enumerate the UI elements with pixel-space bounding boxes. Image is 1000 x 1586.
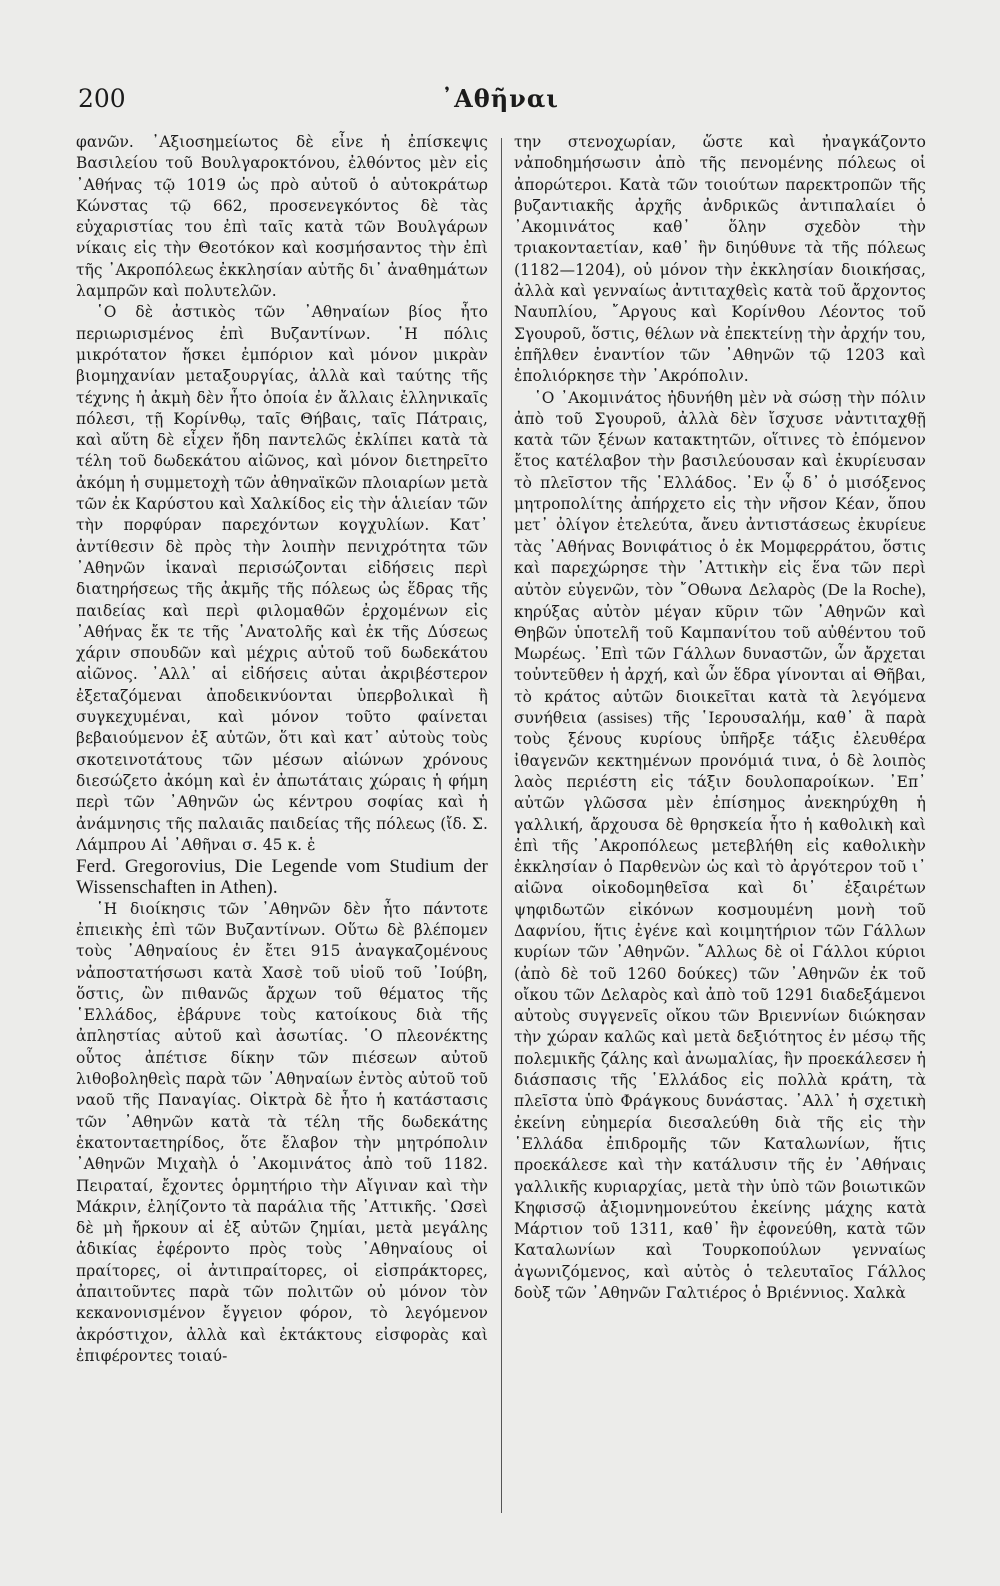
page-header [78,84,922,124]
left-column [76,132,488,1367]
column-divider [501,138,502,1513]
left-paragraph-1: φανῶν. ᾽Αξιοσημείωτος δὲ εἶνε ἡ ἐπίσκεψις Βασιλείου τοῦ Βουλγαροκτόνου, ἐλθόντος μὲν εἰς ᾽Αθήνας τῷ 1019 ὡς πρὸ αὐτοῦ ὁ αὐτοκράτωρ Κώνστας τῷ 662, προσενεγκόντος δὲ τὰς εὐχαριστίας του ἐπὶ ταῖς κατὰ τῶν Βουλγάρων νίκαις εἰς τὴν Θεοτόκον καὶ κοσμήσαντος τὴν ἐπὶ τῆς ᾽Ακροπόλεως ἐκκλησίαν αὐτῆς δι᾽ ἀναθημάτων λαμπρῶν καὶ πολυτελῶν. [76,133,488,301]
right-paragraph-2-start: ῾Ο ᾽Ακομινάτος ἠδυνήθη μὲν νὰ σώσῃ τὴν πόλιν ἀπὸ τοῦ Σγουροῦ, ἀλλὰ δὲν ἴσχυσε νἀντιταχθῇ κατὰ τῶν ξένων κατακτητῶν, οἵτινες τὸ ἐπόμενον ἔτος κατέλαβον τὴν βασιλεύουσαν καὶ ἐκυρίευσαν τὸ πλεῖστον τῆς ῾Ελλάδος. ᾽Εν ᾧ δ᾽ ὁ μισόξενος μητροπολίτης ἀπήρχετο εἰς τὴν νῆσον Κέαν, ὅπου μετ᾽ ὀλίγον ἐτελεύτα, ἄνευ ἀντιστάσεως ἐκυρίευε τὰς ᾽Αθήνας Βονιφάτιος ὁ ἐκ Μομφερράτου, ὅστις καὶ παρεχώρησε τὴν ᾽Αττικὴν εἰς ἕνα τῶν περὶ αὐτὸν εὐγενῶν, τὸν ῎Οθωνα Δελαρὸς [514,388,926,600]
left-paragraph-3: ῾Η διοίκησις τῶν ᾽Αθηνῶν δὲν ἦτο πάντοτε ἐπιεικὴς ἐπὶ τῶν Βυζαντίνων. Οὕτω δὲ βλέπομεν τοὺς ᾽Αθηναίους ἐν ἔτει 915 ἀναγκαζομένους νἀποστατήσωσι κατὰ Χασὲ τοῦ υἱοῦ τοῦ ᾽Ιούβη, ὅστις, ὢν πιθανῶς ἄρχων τοῦ θέματος τῆς ῾Ελλάδος, ἐβάρυνε τοὺς κατοίκους διὰ τῆς ἀπληστίας αὐτοῦ καὶ ἀσωτίας. ῾Ο πλεονέκτης οὗτος ἀπέτισε δίκην τῶν πιέσεων αὐτοῦ λιθοβοληθεὶς παρὰ τῶν ᾽Αθηναίων ἐντὸς αὐτοῦ τοῦ ναοῦ τῆς Παναγίας. Οἰκτρὰ δὲ ἦτο ἡ κατάστασις τῶν ᾽Αθηνῶν κατὰ τὰ τέλη τῆς δωδεκάτης ἑκατονταετηρίδος, ὅτε ἔλαβον τὴν μητρόπολιν ᾽Αθηνῶν Μιχαὴλ ὁ ᾽Ακομινάτος ἀπὸ τοῦ 1182. Πειραταί, ἔχοντες ὁρμητήριο τὴν Αἴγιναν καὶ τὴν Μάκριν, ἐληίζοντο τὰ παράλια τῆς ᾽Αττικῆς. ῾Ωσεὶ δὲ μὴ ἤρκουν αἱ ἐξ αὐτῶν ζημίαι, μετὰ μεγάλης ἀδικίας ἐφέροντο πρὸς τοὺς ᾽Αθηναίους οἱ πραίτορες, οἱ ἀντιπραίτορες, οἱ εἰσπράκτορες, ἀπαιτοῦντες παρὰ τῶν πολιτῶν οὐ μόνον τὸν κεκανονισμένον ἔγγειον φόρον, τὸ λεγόμενον ἀκρόστιχον, ἀλλὰ καὶ ἐκτάκτους εἰσφορὰς καὶ ἐπιφέροντες τοιαύ- [76,899,488,1365]
right-paragraph-1: την στενοχωρίαν, ὥστε καὶ ἠναγκάζοντο νἀποδημήσωσιν ἀπὸ τῆς πενομένης πόλεως οἱ ἀπορώτεροι. Κατὰ τῶν τοιούτων παρεκτροπῶν τῆς βυζαντιακῆς ἀρχῆς ἀνδρικῶς ἀντιπαλαίει ὁ ᾽Ακομινάτος καθ᾽ ὅλην σχεδὸν τὴν τριακονταετίαν, καθ᾽ ἣν διηύθυνε τὰ τῆς πόλεως (1182—1204), οὐ μόνον τὴν ἐκκλησίαν διοικήσας, ἀλλὰ καὶ γενναίως ἀντιταχθεὶς κατὰ τοῦ ἄρχοντος Ναυπλίου, ῎Αργους καὶ Κορίνθου Λέοντος τοῦ Σγουροῦ, ὅστις, θέλων νὰ ἐπεκτείνῃ τὴν ἀρχήν του, ἐπῆλθεν ἐναντίον τῶν ᾽Αθηνῶν τῷ 1203 καὶ ἐπολιόρκησε τὴν ᾽Ακρόπολιν. [514,133,926,386]
right-column [514,132,926,1304]
text-columns [76,132,926,1512]
right-paragraph-2-middle: κηρύξας αὐτὸν μέγαν κῦριν τῶν ᾽Αθηνῶν καὶ Θηβῶν ὑποτελῆ τοῦ Καμπανίτου τοῦ αὐθέντου τοῦ Μωρέως. ᾽Επὶ τῶν Γάλλων δυναστῶν, ὧν ἄρχεται τοὐντεῦθεν ἡ ἀρχή, καὶ ὧν ἕδρα γίνονται αἱ Θῆβαι, τὸ κράτος αὐτῶν διοικεῖται κατὰ τὰ λεγόμενα συνήθεια [514,602,926,728]
left-citation-latin: Ferd. Gregorovius, Die Legende vom Studium der Wissenschaften in Athen). [76,856,488,899]
left-paragraph-2: ῾Ο δὲ ἀστικὸς τῶν ᾽Αθηναίων βίος ἦτο περιωρισμένος ἐπὶ Βυζαντίνων. ῾Η πόλις μικρότατον ἤσκει ἐμπόριον καὶ μόνον μικρὰν βιομηχανίαν μεταξουργίας, ἀλλὰ καὶ ταύτης τῆς τέχνης ἡ ἀκμὴ δὲν ἦτο ὁποία ἐν ἄλλαις ἑλληνικαῖς πόλεσι, τῇ Κορίνθῳ, ταῖς Θήβαις, ταῖς Πάτραις, καὶ αὕτη δὲ εἶχεν ἤδη παντελῶς ἐκλίπει κατὰ τὰ τέλη τοῦ δωδεκάτου αἰῶνος, καὶ μόνον διετηρεῖτο ἀκόμη ἡ συμμετοχὴ τῶν ἀθηναϊκῶν πλοιαρίων μετὰ τῶν ἐκ Καρύστου καὶ Χαλκίδος εἰς τὴν ἁλιείαν τῶν τὴν πορφύραν παρεχόντων κογχυλίων. Κατ᾽ ἀντίθεσιν δὲ πρὸς τὴν λοιπὴν πενιχρότητα τῶν ᾽Αθηνῶν ἱκαναὶ περισώζονται εἰδήσεις περὶ διατηρήσεως τῆς ἀκμῆς τῆς πόλεως ὡς ἕδρας τῆς παιδείας καὶ περὶ φιλομαθῶν ἐρχομένων εἰς ᾽Αθήνας ἔκ τε τῆς ᾽Ανατολῆς καὶ ἐκ τῆς Δύσεως χάριν σπουδῶν καὶ μέχρις αὐτοῦ τοῦ δωδεκάτου αἰῶνος. ᾽Αλλ᾽ αἱ εἰδήσεις αὐται ἀκριβέστερον ἐξεταζόμεναι ἀποδεικνύονται ὑπερβολικαὶ ἢ συγκεχυμέναι, καὶ μόνον τοῦτο φαίνεται βεβαιούμενον ἐξ αὐτῶν, ὅτι καὶ κατ᾽ αὐτοὺς τοὺς σκοτεινοτάτους τῶν μέσων αἰώνων χρόνους διεσώζετο ἀκόμη καὶ ἐν ἀπωτάταις χώραις ἡ φήμη περὶ τῶν ᾽Αθηνῶν ὡς κέντρου σοφίας καὶ ἡ ἀνάμνησις τῆς παλαιᾶς παιδείας τῆς πόλεως (ἴδ. Σ. Λάμπρου Αἱ ᾽Αθῆναι σ. 45 κ. ἑ [76,303,488,854]
right-paragraph-2 [514,388,926,1305]
page-number: 200 [78,84,126,113]
running-title: ᾽Αθῆναι [441,84,559,113]
latin-term-assises: (assises) [597,710,653,728]
right-paragraph-2-end: τῆς ῾Ιερουσαλήμ, καθ᾽ ἃ παρὰ τοὺς ξένους κυρίους ὑπῆρξε τάξις ἐλευθέρα ἰθαγενῶν κεκτημένων προνόμιά τινα, ὁ δὲ λοιπὸς λαὸς περιέστη εἰς τάξιν δουλοπαροίκων. ᾽Επ᾽ αὐτῶν γλῶσσα μὲν ἐπίσημος ἀνεκηρύχθη ἡ γαλλική, ἄρχουσα δὲ θρησκεία ἦτο ἡ καθολικὴ καὶ ἐπὶ τῆς ᾽Ακροπόλεως μετεβλήθη εἰς καθολικὴν ἐκκλησίαν ὁ Παρθενὼν ὡς καὶ τὸ ἀργότερον τοῦ ι᾽ αἰῶνα οἰκοδομηθεῖσα καὶ δι᾽ ἐξαιρέτων ψηφιδωτῶν εἰκόνων κοσμουμένη μονὴ τοῦ Δαφνίου, ἥτις ἐγένε καὶ κοιμητήριον τῶν Γάλλων κυρίων τῶν ᾽Αθηνῶν. ῎Αλλως δὲ οἱ Γάλλοι κύριοι (ἀπὸ δὲ τοῦ 1260 δούκες) τῶν ᾽Αθηνῶν ἐκ τοῦ οἴκου τῶν Δελαρὸς καὶ ἀπὸ τοῦ 1291 διαδεξάμενοι αὐτοὺς συγγενεῖς οἴκου τῶν Βριεννίων διώκησαν τὴν χώραν καλῶς καὶ μετὰ δεξιότητος ἐν μέσῳ τῆς πολεμικῆς ζάλης καὶ ἀνωμαλίας, ἣν προεκάλεσεν ἡ διάσπασις τῆς ῾Ελλάδος εἰς πολλὰ κράτη, τὰ πλεῖστα ὑπὸ Φράγκους δυνάστας. ᾽Αλλ᾽ ἡ σχετικὴ ἐκείνη εὐημερία διεσαλεύθη διὰ τῆς εἰς τὴν ῾Ελλάδα ἐπιδρομῆς τῶν Καταλωνίων, ἥτις προεκάλεσε καὶ τὴν κατάλυσιν τῆς ἐν ᾽Αθήναις γαλλικῆς κυριαρχίας, μετὰ τὴν ὑπὸ τῶν βοιωτικῶν Κηφισσῷ ἀξιομνημονεύτου ἐκείνης μάχης κατὰ Μάρτιον τοῦ 1311, καθ᾽ ἣν ἐφονεύθη, κατὰ τῶν Καταλωνίων καὶ Τουρκοπούλων γενναίως ἀγωνιζόμενος, καὶ αὐτὸς ὁ τελευταῖος Γάλλος δοὺξ τῶν ᾽Αθηνῶν Γαλτιέρος ὁ Βριέννιος. Χαλκὰ [514,709,926,1303]
latin-name-de-la-roche: (De la Roche), [822,580,926,600]
